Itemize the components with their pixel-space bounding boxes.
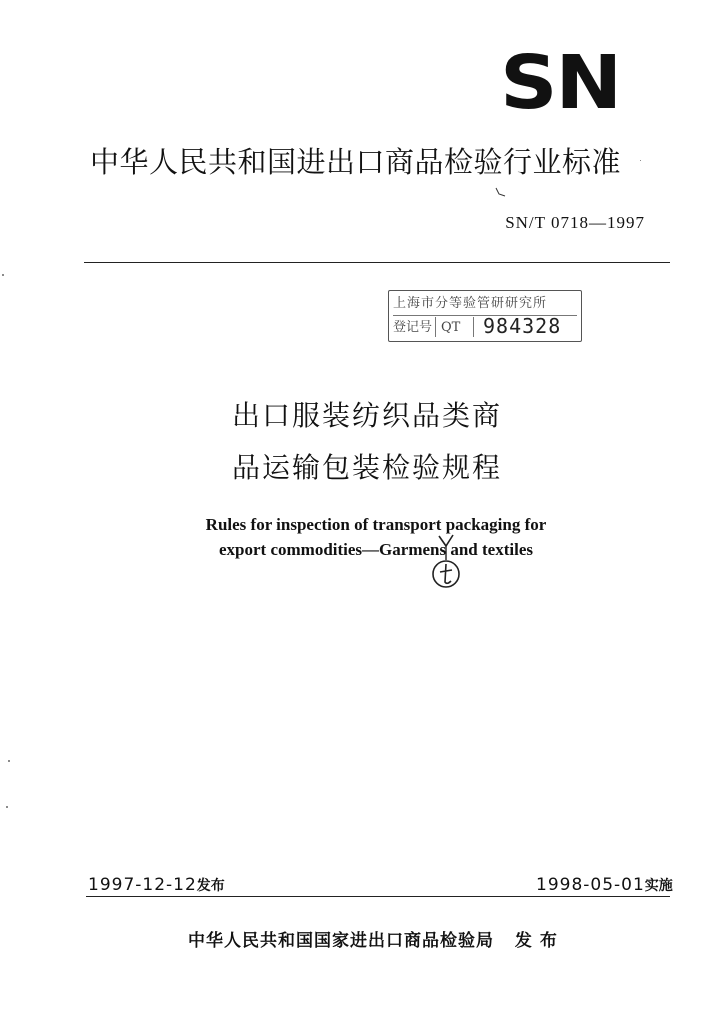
document-title-cn-line1: 出口服装纺织品类商 bbox=[232, 399, 503, 432]
publisher-line bbox=[188, 930, 578, 952]
scan-speck bbox=[640, 160, 641, 161]
effective-date-value: 1998-05-01 bbox=[536, 875, 645, 895]
registration-stamp bbox=[388, 290, 582, 342]
document-title-en-line1: Rules for inspection of transport packaging for bbox=[205, 515, 547, 534]
document-title-en-line2: export commodities—Garmens and textiles bbox=[219, 540, 533, 559]
issue-date bbox=[88, 874, 225, 897]
document-title-cn-line2: 品运输包装检验规程 bbox=[232, 451, 503, 484]
standard-category-title: 中华人民共和国进出口商品检验行业标准 bbox=[90, 145, 622, 179]
stamp-institute: 上海市分等验管研研究所 bbox=[393, 293, 577, 316]
standard-number: SN/T 0718—1997 bbox=[505, 213, 645, 232]
header-divider bbox=[84, 262, 670, 263]
publish-label: 发 布 bbox=[514, 931, 558, 951]
handwritten-correction-mark bbox=[426, 532, 466, 594]
stamp-number: 984328 bbox=[483, 317, 562, 338]
sn-logo: SN bbox=[500, 40, 621, 126]
ink-mark bbox=[494, 186, 508, 198]
effective-date-suffix: 实施 bbox=[644, 878, 673, 894]
stamp-code: QT bbox=[441, 317, 474, 337]
scan-speck bbox=[6, 806, 8, 808]
stamp-registration-row bbox=[393, 317, 577, 339]
footer-divider bbox=[86, 896, 670, 897]
scan-speck bbox=[2, 274, 4, 276]
issue-date-suffix: 发布 bbox=[196, 878, 225, 894]
publisher-name: 中华人民共和国国家进出口商品检验局 bbox=[188, 931, 494, 951]
effective-date bbox=[536, 874, 673, 897]
stamp-label: 登记号 bbox=[393, 317, 436, 337]
issue-date-value: 1997-12-12 bbox=[88, 875, 197, 895]
scan-speck bbox=[8, 760, 10, 762]
